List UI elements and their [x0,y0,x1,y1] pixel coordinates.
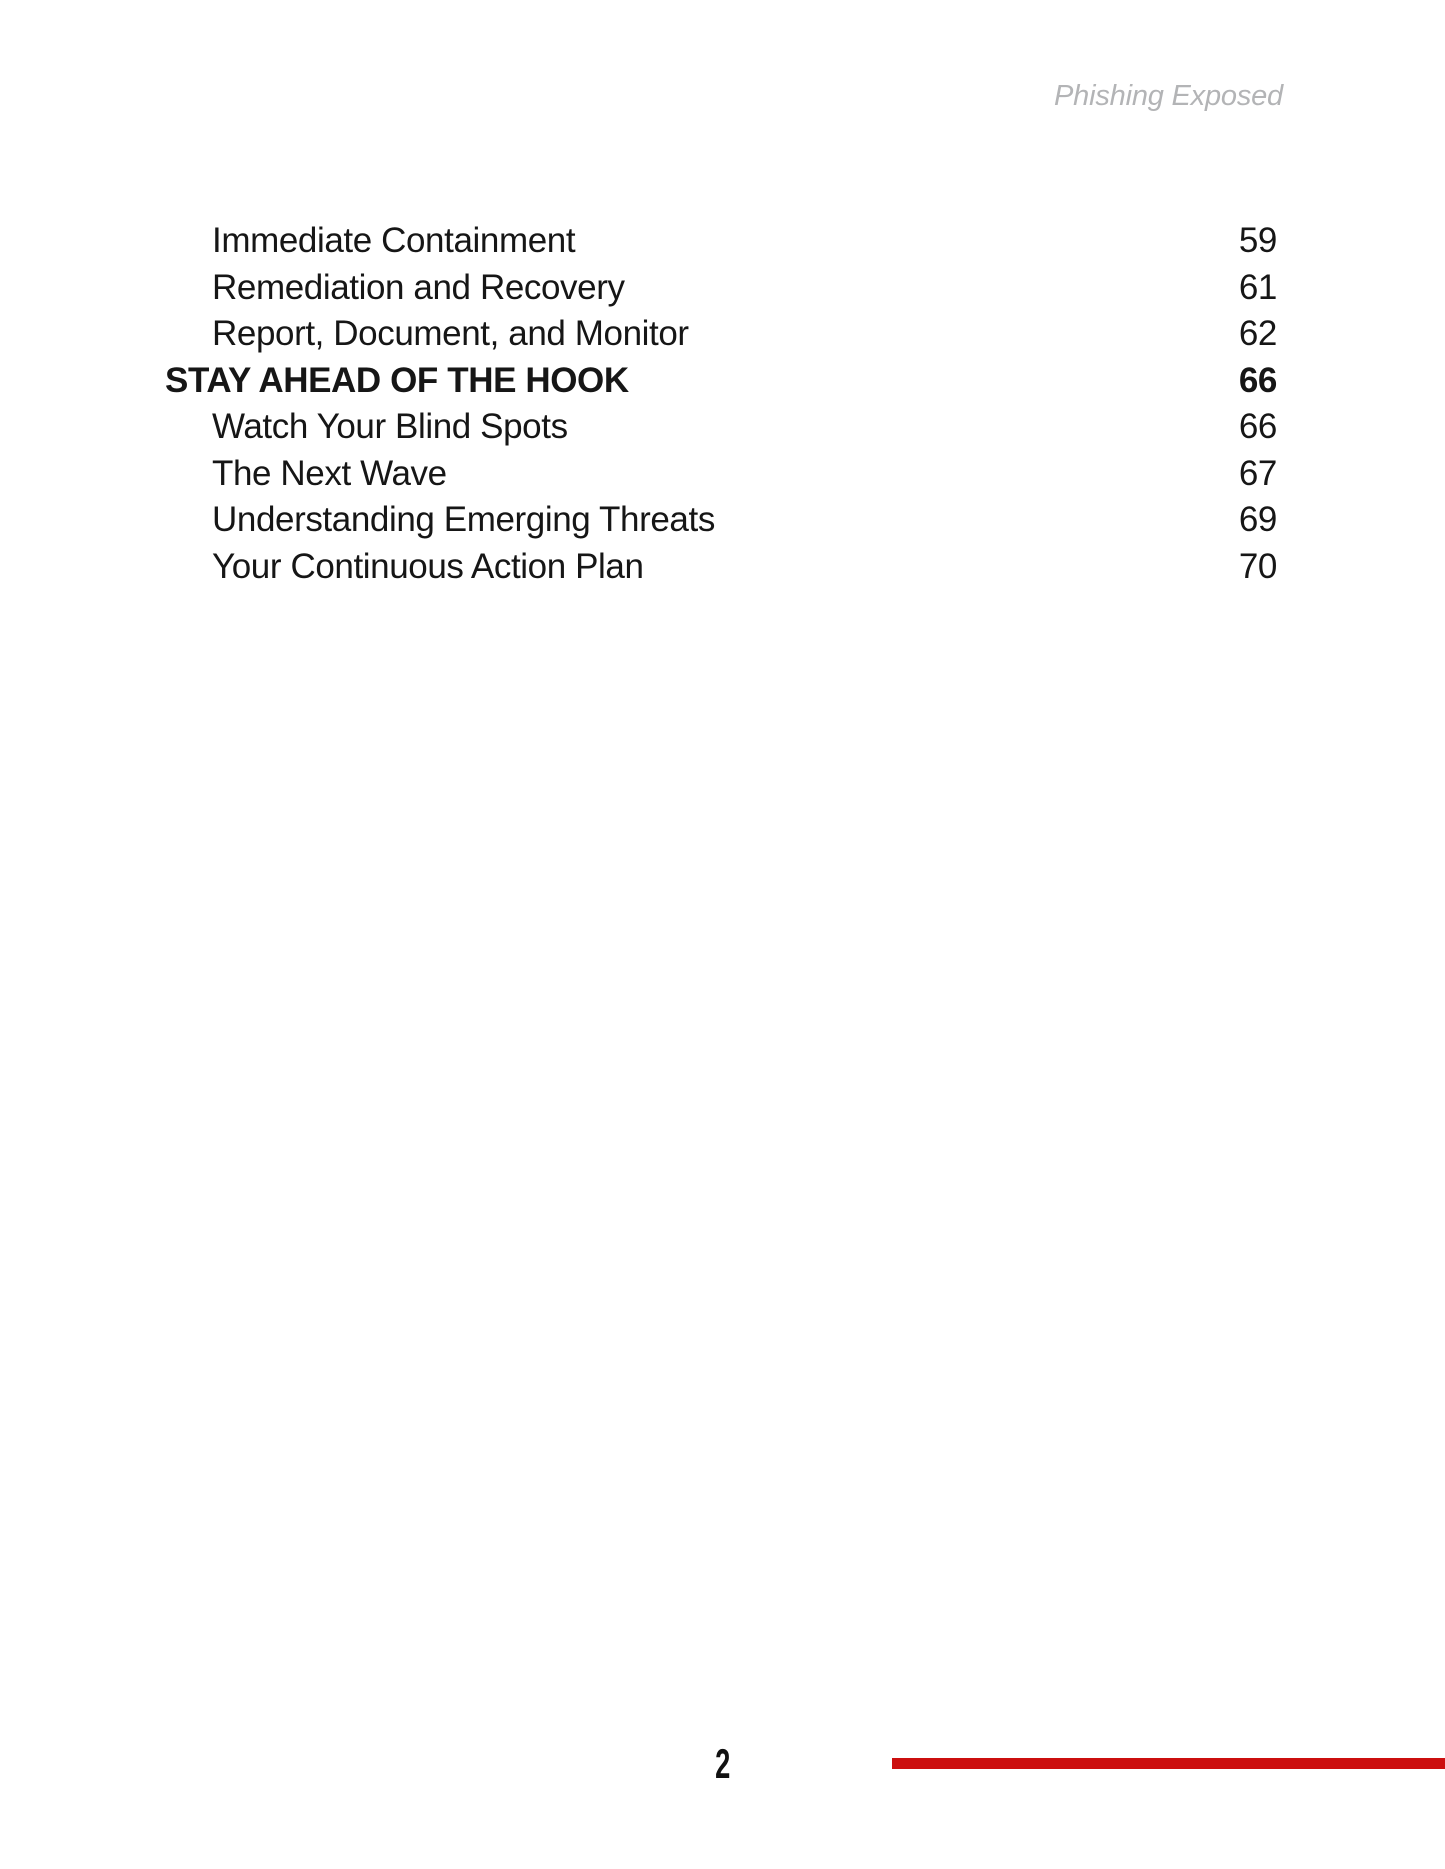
toc-entry-page-number: 69 [1238,500,1277,540]
toc-chapter-entry [165,358,1277,405]
running-header-title: Phishing Exposed [1054,80,1283,112]
toc-entry [165,265,1277,312]
toc-entry-label: Immediate Containment [212,221,576,261]
toc-entry-page-number: 70 [1238,546,1277,586]
toc-entry-page-number: 66 [1238,360,1277,400]
toc-entry-page-number: 66 [1238,407,1277,447]
footer-page-number: 2 [714,1740,731,1787]
toc-entry [165,497,1277,544]
footer-accent-rule [892,1758,1445,1769]
toc-entry-label: The Next Wave [212,453,447,493]
toc-entry-label: Remediation and Recovery [212,267,625,307]
toc-entry-page-number: 61 [1238,267,1277,307]
toc-entry-label: STAY AHEAD OF THE HOOK [165,360,629,400]
toc-entry [165,404,1277,451]
toc-entry-page-number: 59 [1238,221,1277,261]
toc-entry-page-number: 62 [1238,314,1277,354]
toc-entry [165,451,1277,498]
toc-entry-label: Your Continuous Action Plan [212,546,644,586]
toc-entry-page-number: 67 [1238,453,1277,493]
toc-entry-label: Report, Document, and Monitor [212,314,689,354]
toc-entry [165,311,1277,358]
toc-entry [165,218,1277,265]
table-of-contents [165,218,1277,590]
toc-entry-label: Watch Your Blind Spots [212,407,568,447]
toc-entry-label: Understanding Emerging Threats [212,500,715,540]
toc-entry [165,544,1277,591]
